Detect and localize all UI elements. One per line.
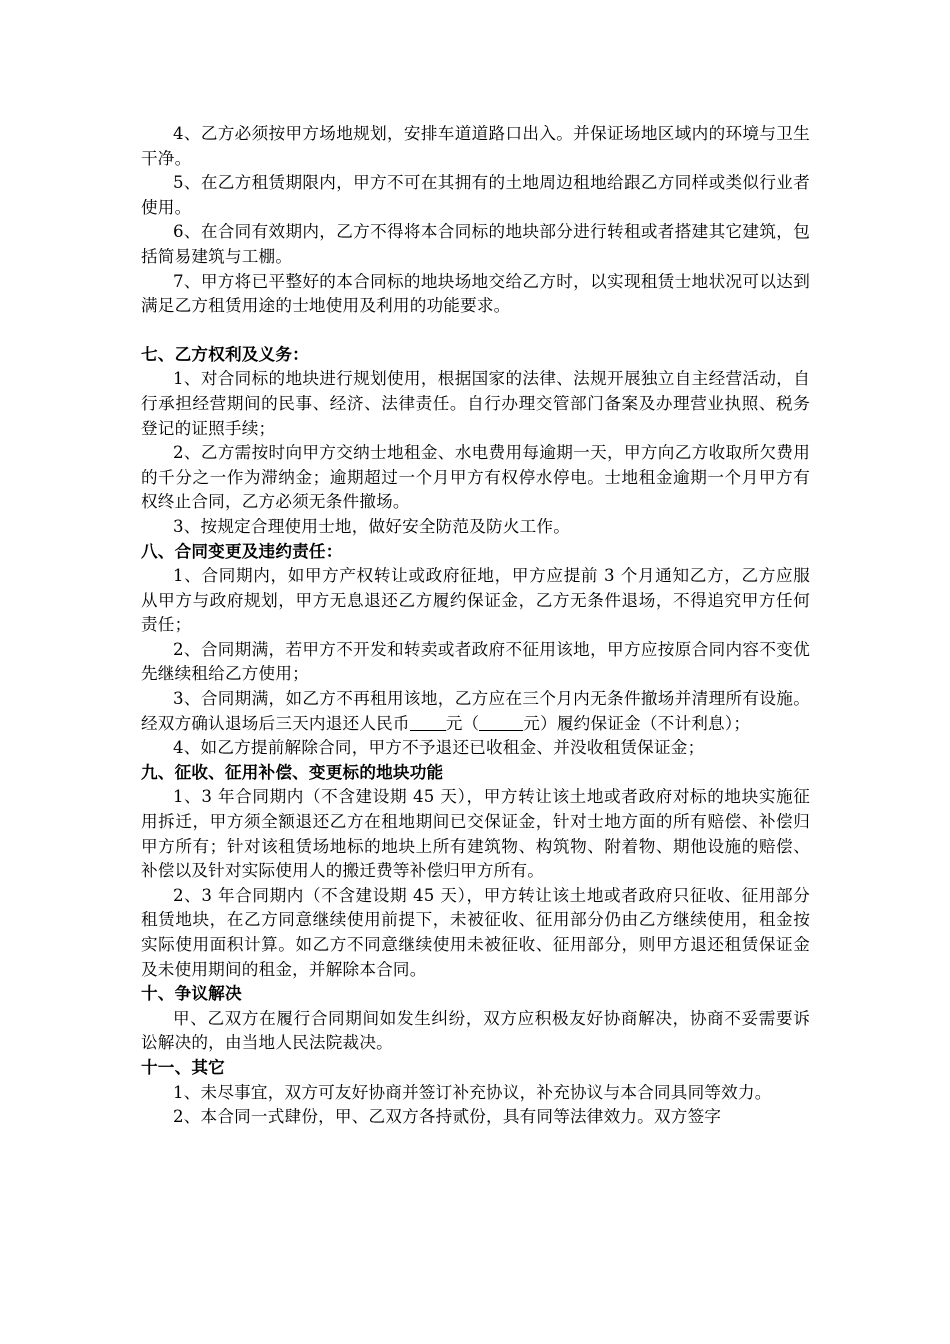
section9-heading: 九、征收、征用补偿、变更标的地块功能 (141, 762, 444, 782)
section10-heading: 十、争议解决 (141, 984, 242, 1004)
section8-item-3 (141, 687, 810, 736)
section8-item-1: 1、合同期内，如甲方产权转让或政府征地，甲方应提前 3 个月通知乙方，乙方应服从甲方与政府规划，甲方无息退还乙方履约保证金，乙方无条件退场，不得追究甲方任何责任； (141, 566, 810, 635)
section8-heading: 八、合同变更及违约责任： (141, 541, 343, 561)
section9-item-1: 1、3 年合同期内（不含建设期 45 天），甲方转让该土地或者政府对标的地块实施征用拆迁，甲方须全额退还乙方在租地期间已交保证金，针对士地方面的所有赔偿、补偿归甲方所有；针对该租赁场地标的地块上所有建筑物、构筑物、附着物、期他设施的赔偿、补偿以及针对实际使用人的搬迁费等补偿归甲方所有。 (141, 787, 810, 881)
section8-item-2: 2、合同期满，若甲方不开发和转卖或者政府不征用该地，甲方应按原合同内容不变优先继续租给乙方使用； (141, 639, 810, 684)
section6-item-4: 4、乙方必须按甲方场地规划，安排车道道路口出入。并保证场地区域内的环境与卫生干净。 (141, 124, 810, 168)
contract-body (141, 122, 810, 1130)
paragraph-spacer (141, 319, 810, 343)
section8-item-3-text-middle: 元（ (445, 713, 480, 733)
section8-item-3-text-before: 3、合同期满，如乙方不再租用该地，乙方应在三个月内无条件撤场并清理所有设施。经双方确认退场后三天内退还人民币 (141, 689, 810, 733)
section9-item-2: 2、3 年合同期内（不含建设期 45 天），甲方转让该土地或者政府只征收、征用部分租赁地块，在乙方同意继续使用前提下，未被征收、征用部分仍由乙方继续使用，租金按实际使用面积计算。如乙方不同意继续使用未被征收、征用部分，则甲方退还租赁保证金及未使用期间的租金，并解除本合同。 (141, 885, 810, 979)
amount-blank-line (410, 712, 446, 731)
section10-text: 甲、乙双方在履行合同期间如发生纠纷，双方应积极友好协商解决，协商不妥需要诉讼解决的，由当地人民法院裁决。 (141, 1008, 810, 1053)
section11-item-1: 1、未尽事宜，双方可友好协商并签订补充协议，补充协议与本合同具同等效力。 (173, 1082, 772, 1102)
section7-item-3: 3、按规定合理使用士地，做好安全防范及防火工作。 (173, 516, 571, 536)
section8-item-4: 4、如乙方提前解除合同，甲方不予退还已收租金、并没收租赁保证金； (173, 738, 705, 758)
section6-item-5: 5、在乙方租赁期限内，甲方不可在其拥有的土地周边租地给跟乙方同样或类似行业者使用。 (141, 173, 810, 217)
section7-item-2: 2、乙方需按时向甲方交纳士地租金、水电费用每逾期一天，甲方向乙方收取所欠费用的千分之一作为滞纳金；逾期超过一个月甲方有权停水停电。士地租金逾期一个月甲方有权终止合同，乙方必须无条件撤场。 (141, 443, 810, 512)
section11-heading: 十一、其它 (141, 1057, 225, 1077)
section11-item-2: 2、本合同一式肆份，甲、乙双方各持贰份，具有同等法律效力。双方签字 (173, 1107, 722, 1127)
section6-item-6: 6、在合同有效期内，乙方不得将本合同标的地块部分进行转租或者搭建其它建筑，包括简易建筑与工棚。 (141, 222, 810, 266)
amount-words-blank-line (479, 712, 523, 731)
section7-heading: 七、乙方权利及义务： (141, 344, 309, 364)
section7-item-1: 1、对合同标的地块进行规划使用，根据国家的法律、法规开展独立自主经营活动，自行承担经营期间的民事、经济、法律责任。自行办理交管部门备案及办理营业执照、税务登记的证照手续； (141, 369, 810, 438)
section8-item-3-text-after: 元）履约保证金（不计利息）； (523, 713, 751, 733)
section6-item-7: 7、甲方将已平整好的本合同标的地块场地交给乙方时，以实现租赁士地状况可以达到满足乙方租赁用途的士地使用及利用的功能要求。 (141, 271, 810, 316)
